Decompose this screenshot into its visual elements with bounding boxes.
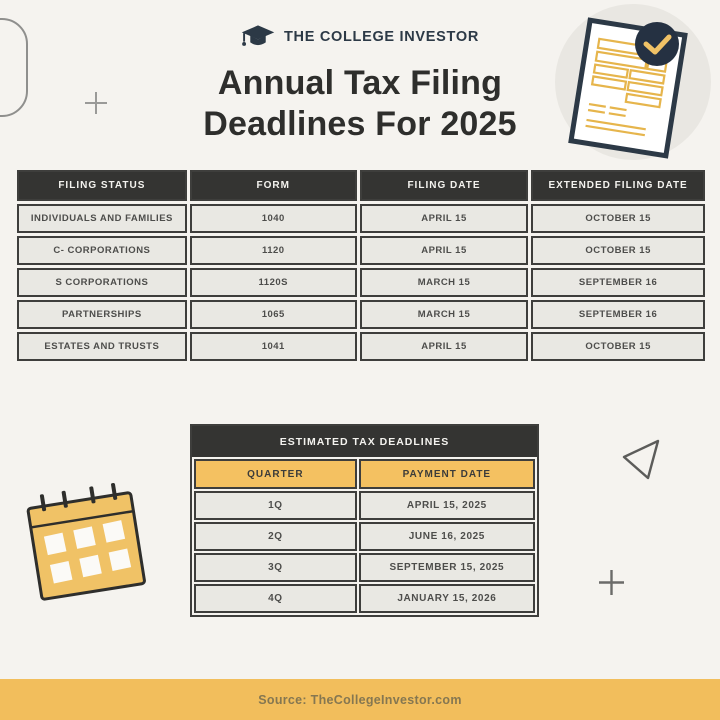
filing-table-cell: OCTOBER 15 — [531, 236, 705, 265]
estimated-table-header-cell: PAYMENT DATE — [359, 459, 535, 489]
estimated-table-cell: JUNE 16, 2025 — [359, 522, 535, 551]
filing-table-cell: MARCH 15 — [360, 268, 528, 297]
filing-table-cell: S CORPORATIONS — [17, 268, 187, 297]
filing-table-cell: MARCH 15 — [360, 300, 528, 329]
filing-table-header-cell: EXTENDED FILING DATE — [531, 170, 705, 201]
table-row — [17, 300, 705, 329]
brand-name: THE COLLEGE INVESTOR — [283, 29, 479, 45]
brand-row — [0, 24, 720, 50]
table-row — [17, 236, 705, 265]
page-title-line1: Annual Tax Filing — [217, 64, 503, 102]
table-row — [17, 332, 705, 361]
table-row — [194, 584, 535, 613]
filing-table-cell: 1120S — [190, 268, 357, 297]
source-text: Source: TheCollegeInvestor.com — [258, 692, 462, 707]
filing-table-cell: SEPTEMBER 16 — [531, 300, 705, 329]
estimated-table-cell: SEPTEMBER 15, 2025 — [359, 553, 535, 582]
graduation-cap-icon — [241, 24, 275, 50]
filing-table-cell: SEPTEMBER 16 — [531, 268, 705, 297]
plus-decor-icon — [598, 569, 625, 596]
filing-table-cell: C- CORPORATIONS — [17, 236, 187, 265]
estimated-tax-table — [190, 424, 539, 617]
filing-table-cell: INDIVIDUALS AND FAMILIES — [17, 204, 187, 233]
table-row — [194, 522, 535, 551]
page-title-line2: Deadlines For 2025 — [203, 105, 517, 143]
triangle-decor-icon — [616, 434, 666, 484]
filing-deadlines-table — [14, 167, 708, 364]
estimated-table-cell: 3Q — [194, 553, 357, 582]
filing-table-header-cell: FILING STATUS — [17, 170, 187, 201]
estimated-table-cell: JANUARY 15, 2026 — [359, 584, 535, 613]
filing-table-cell: 1065 — [190, 300, 357, 329]
table-header-row — [194, 459, 535, 489]
filing-table-cell: 1041 — [190, 332, 357, 361]
footer-band — [0, 679, 720, 720]
table-row — [194, 491, 535, 520]
table-row — [17, 268, 705, 297]
estimated-table-header-cell: QUARTER — [194, 459, 357, 489]
filing-table-cell: PARTNERSHIPS — [17, 300, 187, 329]
filing-table-header-cell: FILING DATE — [360, 170, 528, 201]
calendar-illustration — [20, 474, 152, 610]
page-title — [0, 63, 720, 145]
estimated-table-cell: 4Q — [194, 584, 357, 613]
estimated-table-cell: APRIL 15, 2025 — [359, 491, 535, 520]
filing-table-header-cell: FORM — [190, 170, 357, 201]
filing-table-cell: APRIL 15 — [360, 332, 528, 361]
table-header-row — [17, 170, 705, 201]
filing-table-cell: 1120 — [190, 236, 357, 265]
filing-table-cell: APRIL 15 — [360, 204, 528, 233]
filing-table-cell: OCTOBER 15 — [531, 332, 705, 361]
table-row — [194, 553, 535, 582]
estimated-table-grid — [192, 457, 537, 615]
table-row — [17, 204, 705, 233]
filing-table-cell: APRIL 15 — [360, 236, 528, 265]
estimated-table-title: ESTIMATED TAX DEADLINES — [192, 426, 537, 457]
filing-table-cell: ESTATES AND TRUSTS — [17, 332, 187, 361]
filing-table-cell: OCTOBER 15 — [531, 204, 705, 233]
filing-table-cell: 1040 — [190, 204, 357, 233]
estimated-table-cell: 1Q — [194, 491, 357, 520]
estimated-table-cell: 2Q — [194, 522, 357, 551]
